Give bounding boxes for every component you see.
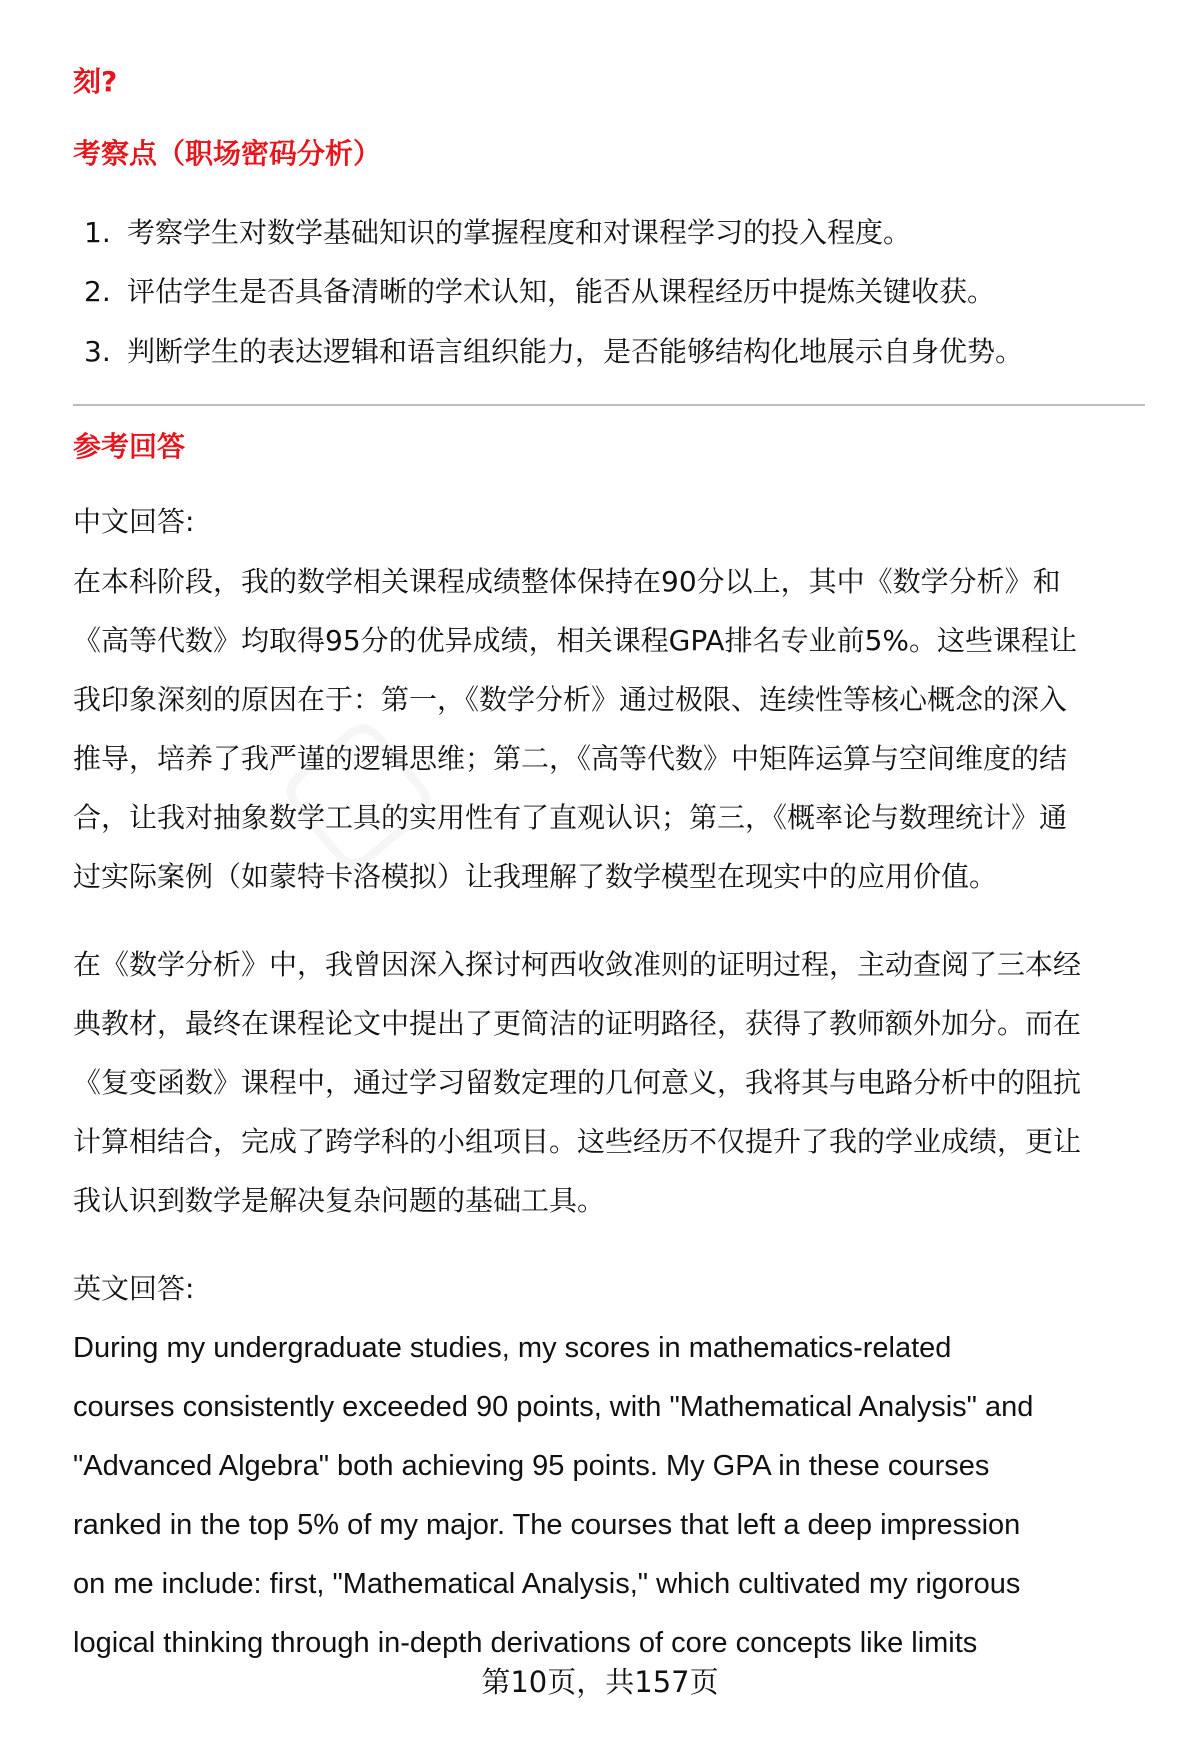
chinese-paragraph-1 [73,552,1077,906]
chinese-paragraph-2 [73,935,1081,1230]
text-line: 在本科阶段，我的数学相关课程成绩整体保持在90分以上，其中《数学分析》和 [73,565,1061,598]
question-tail: 刻? [73,65,118,98]
list-item [84,270,995,310]
text-line: 《复变函数》课程中，通过学习留数定理的几何意义，我将其与电路分析中的阻抗 [73,1066,1082,1099]
list-text: 评估学生是否具备清晰的学术认知，能否从课程经历中提炼关键收获。 [127,275,996,308]
text-line: 推导，培养了我严谨的逻辑思维；第二，《高等代数》中矩阵运算与空间维度的结 [73,742,1068,775]
text-line: During my undergraduate studies, my scores in mathematics-related [73,1332,952,1364]
chinese-label: 中文回答: [73,505,195,538]
list-text: 考察学生对数学基础知识的掌握程度和对课程学习的投入程度。 [127,216,912,249]
list-item [84,330,1023,370]
text-line: 《高等代数》均取得95分的优异成绩，相关课程GPA排名专业前5%。这些课程让 [73,624,1077,657]
text-line: logical thinking through in-depth derivations of core concepts like limits [73,1627,978,1659]
text-line: ranked in the top 5% of my major. The courses that left a deep impression [73,1509,1021,1541]
text-line: 典教材，最终在课程论文中提出了更简洁的证明路径，获得了教师额外加分。而在 [73,1007,1082,1040]
answer-heading: 参考回答 [73,430,186,463]
text-line: 过实际案例（如蒙特卡洛模拟）让我理解了数学模型在现实中的应用价值。 [73,860,998,893]
text-line: courses consistently exceeded 90 points, with "Mathematical Analysis" and [73,1391,1034,1423]
text-line: 在《数学分析》中，我曾因深入探讨柯西收敛准则的证明过程，主动查阅了三本经 [73,948,1082,981]
list-item [84,211,911,251]
text-line: 合，让我对抽象数学工具的实用性有了直观认识；第三，《概率论与数理统计》通 [73,801,1068,834]
assessment-heading: 考察点（职场密码分析） [73,137,382,170]
list-text: 判断学生的表达逻辑和语言组织能力，是否能够结构化地展示自身优势。 [127,335,1024,368]
text-line: 计算相结合，完成了跨学科的小组项目。这些经历不仅提升了我的学业成绩，更让 [73,1125,1082,1158]
list-number: 3. [84,335,111,368]
english-label: 英文回答: [73,1272,195,1305]
text-line: "Advanced Algebra" both achieving 95 points. My GPA in these courses [73,1450,990,1482]
list-number: 1. [84,216,111,249]
page-number: 第10页，共157页 [481,1665,719,1699]
list-number: 2. [84,275,111,308]
text-line: on me include: first, "Mathematical Analysis," which cultivated my rigorous [73,1568,1021,1600]
english-paragraph-1 [73,1319,1033,1673]
section-divider [73,404,1145,406]
text-line: 我印象深刻的原因在于：第一，《数学分析》通过极限、连续性等核心概念的深入 [73,683,1068,716]
text-line: 我认识到数学是解决复杂问题的基础工具。 [73,1184,606,1217]
